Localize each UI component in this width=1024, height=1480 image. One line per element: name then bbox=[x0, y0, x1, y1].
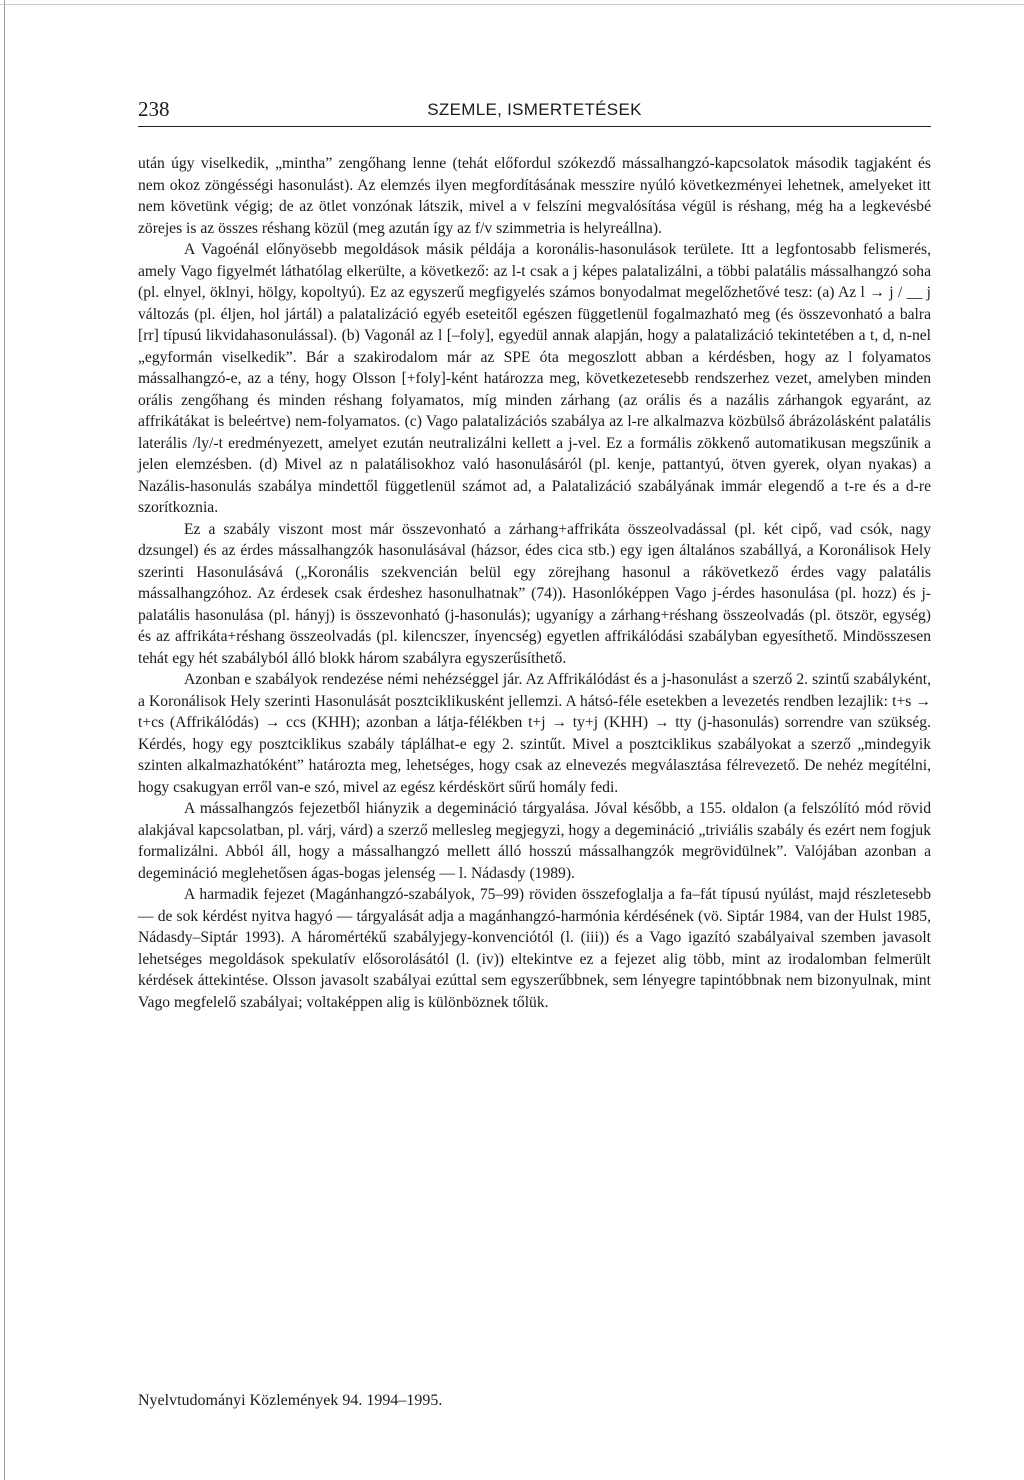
journal-footer: Nyelvtudományi Közlemények 94. 1994–1995. bbox=[138, 1392, 443, 1409]
article-body bbox=[138, 153, 931, 1013]
running-head: SZEMLE, ISMERTETÉSEK bbox=[427, 100, 642, 119]
paragraph-4: Azonban e szabályok rendezése némi nehézséggel jár. Az Affrikálódást és a j-hasonulást a szerző 2. szintű szabályként, a Koronálisok Hely szerinti Hasonulását posztciklikusként jellemzi. A hátsó-féle esetekben a levezetés rendben lezajlik: t+s → t+cs (Affrikálódás) → ccs (KHH); azonban a látja-félékben t+j → ty+j (KHH) → tty (j-hasonulás) sorrendre van szükség. Kérdés, hogy egy posztciklikus szabály táplálhat-e egy 2. szintűt. Mivel a posztciklikus szabályokat a szerző „mindegyik szinten alkalmazhatóként” határozta meg, lehetséges, hogy csak az elnevezés megválasztása félrevezető. De nehéz megítélni, hogy csakugyan erről van-e szó, mivel az egész kérdéskört sűrű homály fedi. bbox=[138, 671, 931, 796]
page-number: 238 bbox=[138, 97, 170, 121]
page-header bbox=[138, 96, 931, 127]
paragraph-2: A Vagoénál előnyösebb megoldások másik példája a koronális-hasonulások területe. Itt a legfontosabb felismerés, amely Vago figyelmét láthatólag elkerülte, a következő: az l-t csak a j képes palatalizálni, a többi palatális mássalhangzó soha (pl. elnyel, öklnyi, hölgy, kopoltyú). Ez az egyszerű megfigyelés számos bonyodalmat megelőzhetővé tesz: (a) Az l → j / __ j változás (pl. éljen, hol jártál) a palatalizáció egyéb eseteitől egészen függetlenül fogalmazható meg (és összevonható a balra [rr] típusú likvidahasonulással). (b) Vagonál az l [–foly], egyedül annak alapján, hogy a palatalizáció tekintetében a t, d, n-nel „egyformán viselkedik”. Bár a szakirodalom már az SPE óta megoszlott abban a kérdésben, hogy az l folyamatos mássalhangzó-e, az a tény, hogy Olsson [+foly]-ként határozza meg, következetesebb rendszerhez vezet, amelyben minden orális zengőhang és minden réshang folyamatos, míg minden zárhang (az orális és a nazális zárhangok egyaránt, az affrikátákat is beleértve) nem-folyamatos. (c) Vago palatalizációs szabálya az l-re alkalmazva közbülső ábrázolásként palatális laterális /ly/-t eredményezett, amelyet ezután neutralizálni kellett a j-vel. Ez a formális zökkenő automatikusan megszűnik a jelen elemzésben. (d) Mivel az n palatálisokhoz való hasonulásáról (pl. kenje, pattantyú, ötven gyerek, olyan nyakas) a Nazális-hasonulás szabálya mindettől függetlenül számot ad, a Palatalizáció szabályának immár elegendő a t-re és a d-re szorítkoznia. bbox=[138, 241, 931, 516]
scan-edge-left bbox=[4, 0, 5, 1480]
paragraph-6: A harmadik fejezet (Magánhangzó-szabályok, 75–99) röviden összefoglalja a fa–fát típusú nyúlást, majd részletesebb — de sok kérdést nyitva hagyó — tárgyalását adja a magánhangzó-harmónia kérdésének (vö. Siptár 1984, van der Hulst 1985, Nádasdy–Siptár 1993). A háromértékű szabályjegy-konvenciótól (l. (iii)) és a Vago igazító szabályaival szemben javasolt lehetséges megoldások spekulatív elősorolásától (l. (iv)) eltekintve ez a fejezet alig több, mint az irodalomban felmerült kérdések áttekintése. Olsson javasolt szabályai ezúttal sem egyszerűbbnek, sem lényegre tapintóbbnak nem bizonyulnak, mint Vago megfelelő szabályai; voltaképpen alig is különböznek tőlük. bbox=[138, 886, 931, 1011]
paragraph-1: után úgy viselkedik, „mintha” zengőhang lenne (tehát előfordul szókezdő mássalhangzó-kapcsolatok második tagjaként és nem okoz zöngésségi hasonulást). Az elemzés ilyen megfordításának messzire nyúló következményei lehetnek, amelyeket itt nem követünk végig; de az ötlet vonzónak látszik, mivel a v felszíni megvalósítása végül is réshang, még ha a legkevésbé zörejes is az összes réshang közül (meg azután így az f/v szimmetria is helyreállna). bbox=[138, 155, 931, 237]
paragraph-5: A mássalhangzós fejezetből hiányzik a degemináció tárgyalása. Jóval később, a 155. oldalon (a felszólító mód rövid alakjával kapcsolatban, pl. várj, várd) a szerző mellesleg megjegyzi, hogy a degemináció „triviális szabály és ezért nem fogjuk formalizálni. Abból áll, hogy a mássalhangzó mellett álló hosszú mássalhangzók megrövidülnek”. Valójában azonban a degemináció meglehetősen ágas-bogas jelenség — l. Nádasdy (1989). bbox=[138, 800, 931, 882]
scan-edge-top bbox=[0, 4, 1024, 5]
paragraph-3: Ez a szabály viszont most már összevonható a zárhang+affrikáta összeolvadással (pl. két cipő, vad csók, nagy dzsungel) és az érdes mássalhangzók hasonulásával (házsor, édes cica stb.) egy igen általános szabállyá, a Koronálisok Hely szerinti Hasonulásává („Koronális szekvencián belül egy zörejhang hasonul a rákövetkező érdes vagy palatális mássalhangzóhoz. Az érdesek csak érdeshez hasonulhatnak” (74)). Hasonlóképpen Vago j-érdes hasonulása (pl. hozz) és j-palatális hasonulása (pl. hányj) is összevonható (j-hasonulás); ugyanígy a zárhang+réshang összeolvadás (pl. ötször, egység) és az affrikáta+réshang összeolvadás (pl. kilencszer, ínyencség) egyetlen affrikálódási szabályban egyesíthető. Mindösszesen tehát egy hét szabályból álló blokk három szabályra egyszerűsíthető. bbox=[138, 520, 931, 667]
